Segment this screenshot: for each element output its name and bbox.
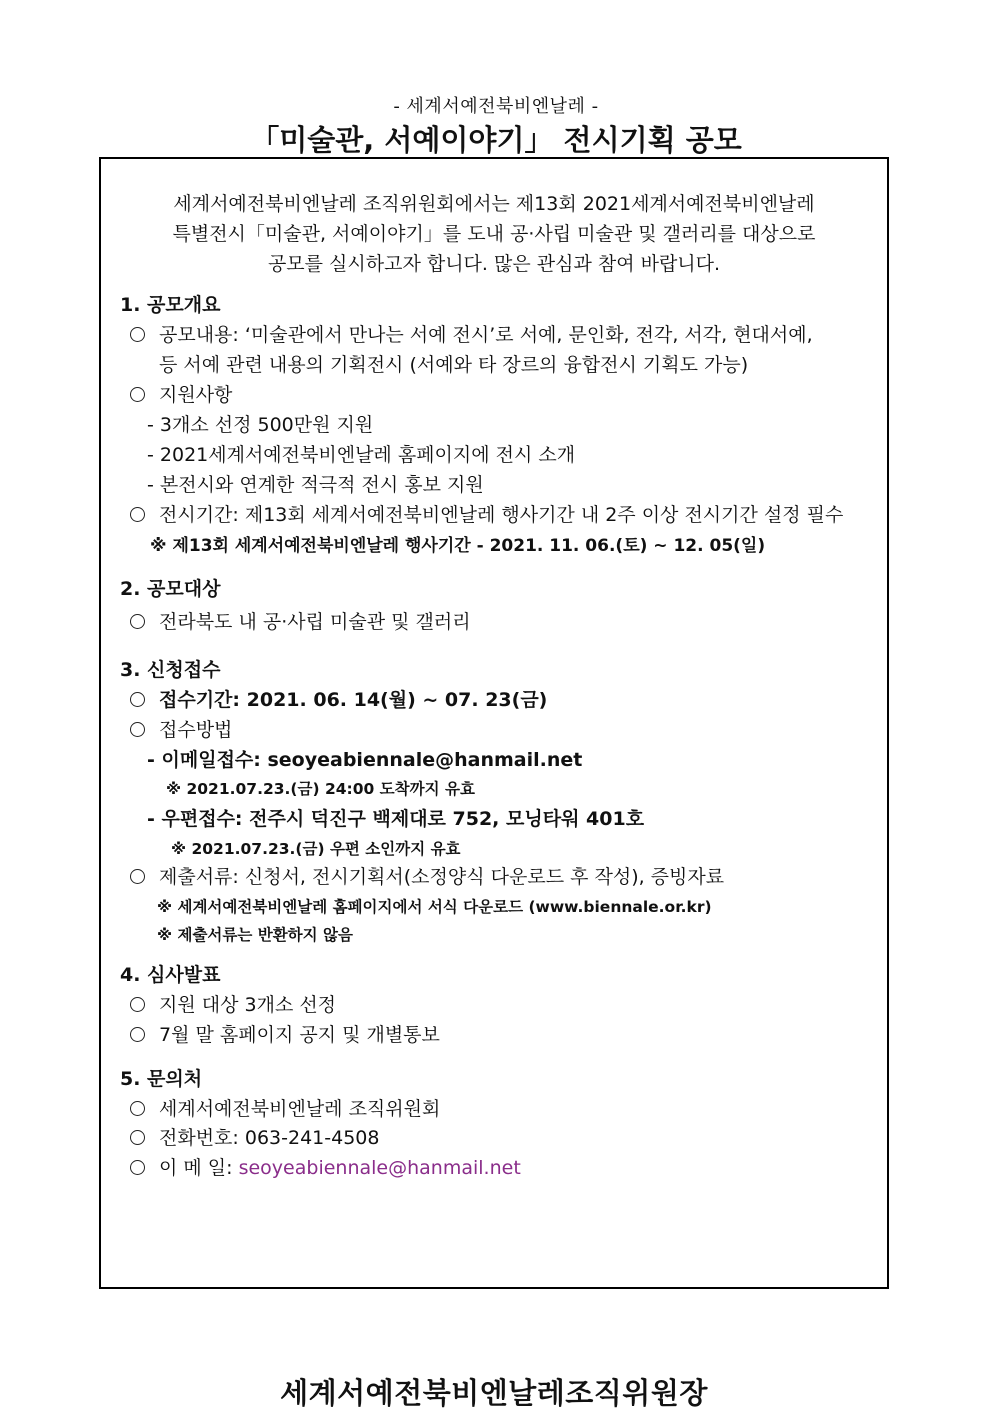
overview-content: 공모내용: ‘미술관에서 만나는 서예 전시’로 서예, 문인화, 전각, 서각, 현대서예, (130, 320, 813, 347)
circle-bullet-icon (130, 869, 145, 884)
post-deadline-note: ※ 2021.07.23.(금) 우편 소인까지 유효 (171, 840, 461, 858)
email-deadline-note: ※ 2021.07.23.(금) 24:00 도착까지 유효 (166, 780, 475, 798)
application-method-title: 접수방법 (130, 715, 232, 742)
review-item: 7월 말 홈페이지 공지 및 개별통보 (130, 1020, 440, 1047)
post-application: - 우편접수: 전주시 덕진구 백제대로 752, 모닝타워 401호 (147, 808, 645, 830)
email-application: - 이메일접수: seoyeabiennale@hanmail.net (147, 749, 583, 771)
circle-bullet-icon (130, 507, 145, 522)
contact-email-link[interactable]: seoyeabiennale@hanmail.net (238, 1157, 521, 1179)
section-heading-contact: 5. 문의처 (120, 1068, 203, 1090)
circle-bullet-icon (130, 692, 145, 707)
circle-bullet-icon (130, 1101, 145, 1116)
pretitle: - 세계서예전북비엔날레 - (393, 96, 599, 117)
contact-phone: 전화번호: 063-241-4508 (130, 1123, 379, 1150)
circle-bullet-icon (130, 614, 145, 629)
support-item: - 2021세계서예전북비엔날레 홈페이지에 전시 소개 (147, 444, 576, 466)
event-period-note: ※ 제13회 세계서예전북비엔날레 행사기간 - 2021. 11. 06.(토) ~ 12. 05(일) (150, 536, 766, 556)
section-heading-review: 4. 심사발표 (120, 964, 221, 986)
support-item: - 3개소 선정 500만원 지원 (147, 414, 374, 436)
section-heading-overview: 1. 공모개요 (120, 294, 221, 316)
review-item: 지원 대상 3개소 선정 (130, 990, 336, 1017)
circle-bullet-icon (130, 722, 145, 737)
circle-bullet-icon (130, 997, 145, 1012)
contact-org: 세계서예전북비엔날레 조직위원회 (130, 1094, 440, 1121)
section-heading-target: 2. 공모대상 (120, 578, 221, 600)
circle-bullet-icon (130, 387, 145, 402)
support-item: - 본전시와 연계한 적극적 전시 홍보 지원 (147, 474, 484, 496)
contact-email: 이 메 일: seoyeabiennale@hanmail.net (130, 1153, 521, 1180)
signature: 세계서예전북비엔날레조직위원장 (280, 1376, 708, 1410)
support-title: 지원사항 (130, 380, 232, 407)
intro-line: 세계서예전북비엔날레 조직위원회에서는 제13회 2021세계서예전북비엔날레 (173, 193, 815, 215)
circle-bullet-icon (130, 1130, 145, 1145)
target-item: 전라북도 내 공·사립 미술관 및 갤러리 (130, 607, 471, 634)
submission-documents: 제출서류: 신청서, 전시기획서(소정양식 다운로드 후 작성), 증빙자료 (130, 862, 724, 889)
section-heading-application: 3. 신청접수 (120, 659, 221, 681)
exhibition-period: 전시기간: 제13회 세계서예전북비엔날레 행사기간 내 2주 이상 전시기간 설정 필수 (130, 500, 843, 527)
announcement-box (99, 157, 889, 1410)
circle-bullet-icon (130, 1160, 145, 1175)
intro-line: 특별전시「미술관, 서예이야기」를 도내 공·사립 미술관 및 갤러리를 대상으로 (172, 223, 816, 245)
application-period: 접수기간: 2021. 06. 14(월) ~ 07. 23(금) (130, 685, 547, 712)
circle-bullet-icon (130, 1027, 145, 1042)
circle-bullet-icon (130, 327, 145, 342)
page-title: 「미술관, 서예이야기」 전시기획 공모 (250, 123, 742, 157)
download-note: ※ 세계서예전북비엔날레 홈페이지에서 서식 다운로드 (www.biennale.or.kr) (157, 898, 712, 916)
intro-line: 공모를 실시하고자 합니다. 많은 관심과 참여 바랍니다. (267, 253, 721, 275)
overview-content-cont: 등 서예 관련 내용의 기획전시 (서예와 타 장르의 융합전시 기획도 가능) (159, 354, 749, 376)
no-return-note: ※ 제출서류는 반환하지 않음 (157, 926, 353, 944)
